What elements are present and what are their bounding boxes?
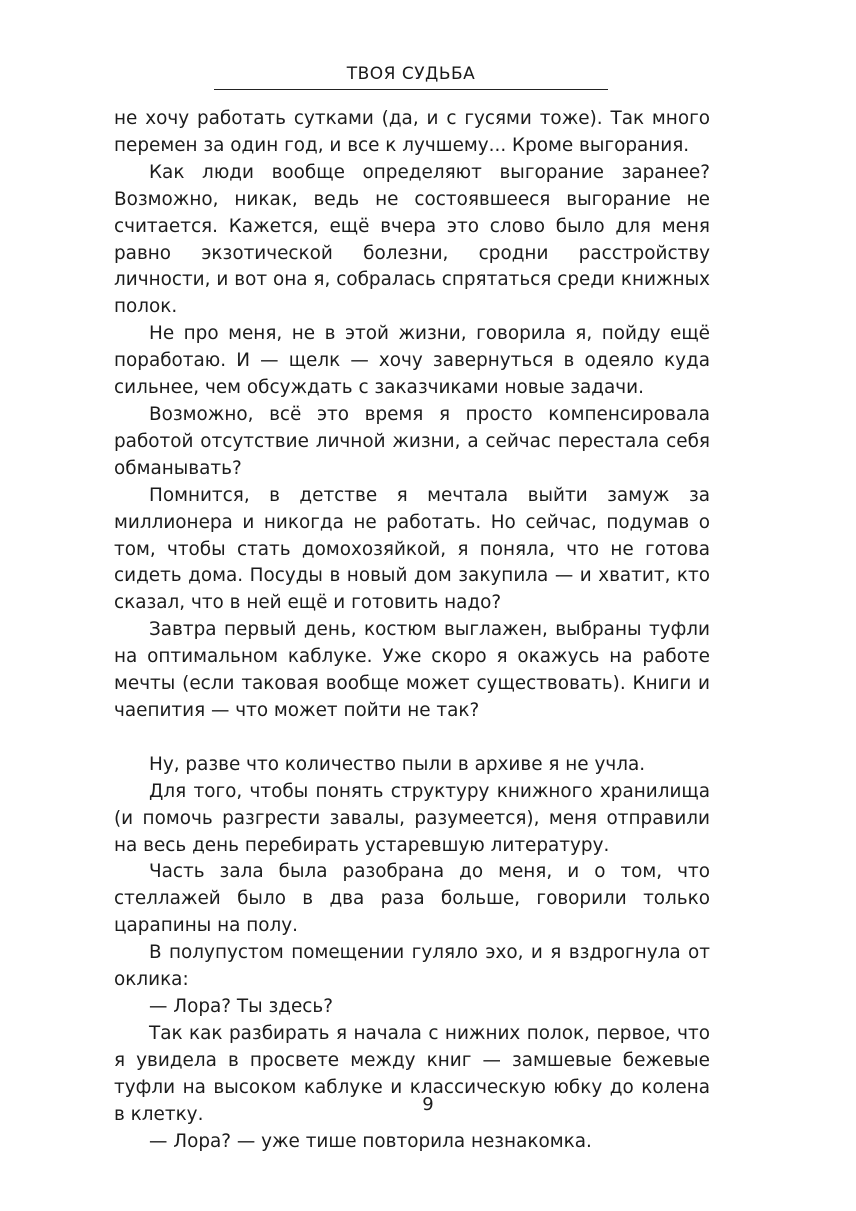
- paragraph: Так как разбирать я начала с нижних полок, первое, что я увидела в просвете между книг — замшевые бежевые туфли на высоком каблуке и классическую юбку до колена в клетку.: [114, 1022, 710, 1125]
- paragraph: Часть зала была разобрана до меня, и о том, что стеллажей было в два раза больше, говорили только царапины на полу.: [114, 861, 710, 937]
- paragraph: не хочу работать сутками (да, и с гусями тоже). Так много перемен за один год, и все к лучшему... Кроме выгорания.: [114, 108, 710, 156]
- paragraph: — Лора? Ты здесь?: [149, 996, 333, 1017]
- running-head: ТВОЯ СУДЬБА: [214, 64, 608, 90]
- paragraph: Ну, разве что количество пыли в архиве я не учла.: [149, 753, 646, 775]
- paragraph: Не про меня, не в этой жизни, говорила я, пойду ещё поработаю. И — щелк — хочу завернуться в одеяло куда сильнее, чем обсуждать с заказчиками новые задачи.: [114, 323, 710, 399]
- paragraph: В полупустом помещении гуляло эхо, и я вздрогнула от оклика:: [114, 942, 710, 991]
- page-number: 9: [422, 1094, 434, 1115]
- section-break: [114, 725, 710, 752]
- paragraph: Помнится, в детстве я мечтала выйти замуж за миллионера и никогда не работать. Но сейчас, подумав о том, чтобы стать домохозяйкой, я поняла, что не готова сидеть дома. Посуды в новый дом закупила — и хватит, кто сказал, что в ней ещё и готовить надо?: [114, 484, 710, 614]
- paragraph: Как люди вообще определяют выгорание заранее? Возможно, никак, ведь не состоявшееся выгорание не считается. Кажется, ещё вчера это слово было для меня равно экзотической болезни, сродни расстройству личности, и вот она я, собралась спрятаться среди книжных полок.: [114, 161, 710, 318]
- paragraph: Завтра первый день, костюм выглажен, выбраны туфли на оптимальном каблуке. Уже скоро я окажусь на работе мечты (если таковая вообще может существовать). Книги и чаепития — что может пойти не так?: [114, 619, 710, 721]
- paragraph: Для того, чтобы понять структуру книжного хранилища (и помочь разгрести завалы, разумеется), меня отправили на весь день перебирать устаревшую литературу.: [114, 780, 710, 856]
- paragraph: Возможно, всё это время я просто компенсировала работой отсутствие личной жизни, а сейчас перестала себя обманывать?: [114, 403, 710, 479]
- paragraph: — Лора? — уже тише повторила незнакомка.: [149, 1130, 592, 1152]
- body-text: [114, 106, 710, 1155]
